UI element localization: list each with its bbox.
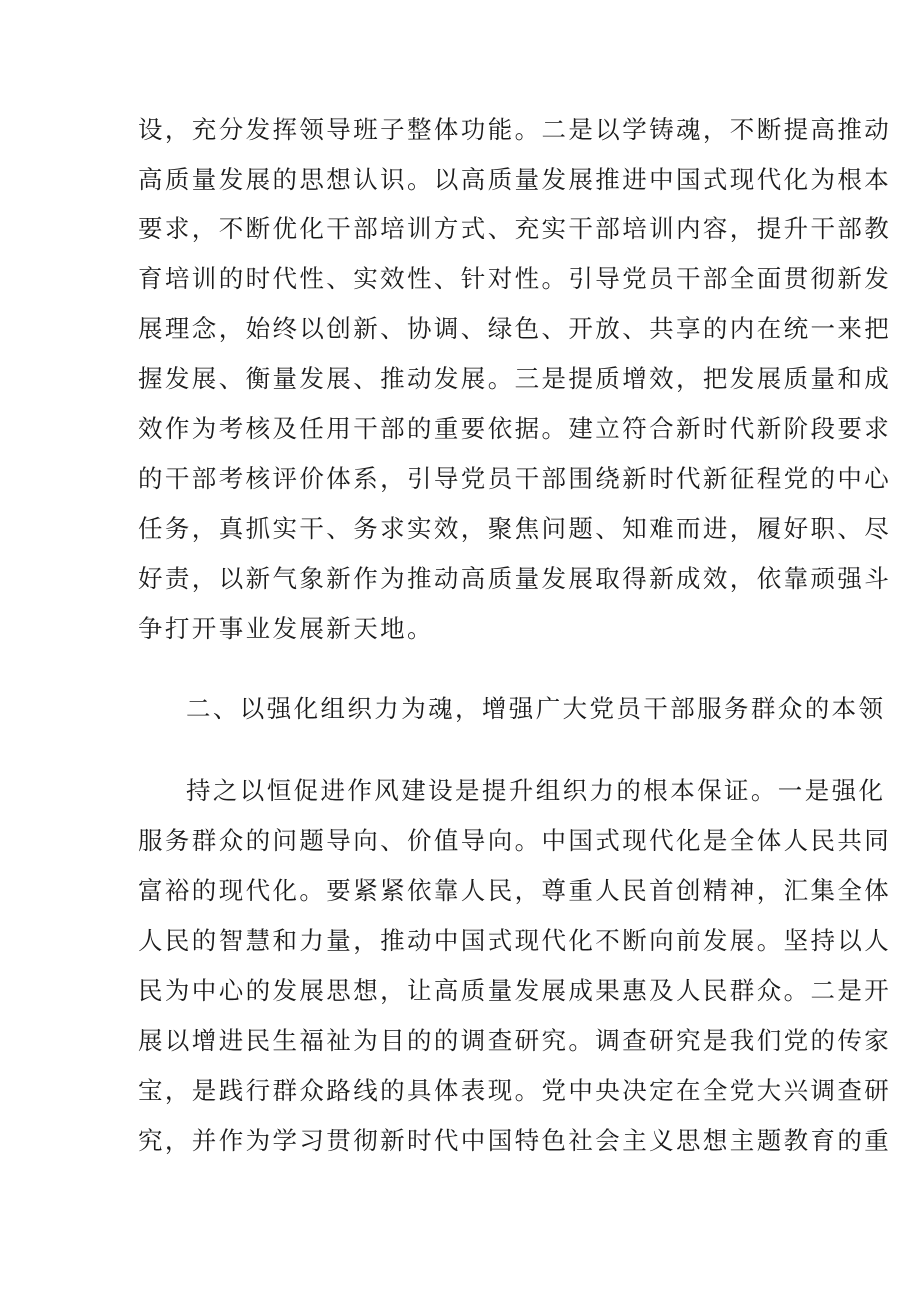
paragraph-2-line-3: 富裕的现代化。要紧紧依靠人民，尊重人民首创精神，汇集全体 [138, 876, 892, 905]
paragraph-1-line-7: 效作为考核及任用干部的重要依据。建立符合新时代新阶段要求 [138, 414, 892, 443]
paragraph-1-line-4: 育培训的时代性、实效性、针对性。引导党员干部全面贯彻新发 [138, 264, 892, 293]
section-heading: 二、以强化组织力为魂，增强广大党员干部服务群众的本领 [186, 694, 886, 723]
paragraph-2-line-1: 持之以恒促进作风建设是提升组织力的根本保证。一是强化 [186, 776, 886, 805]
paragraph-2-line-7: 宝，是践行群众路线的具体表现。党中央决定在全党大兴调查研 [138, 1076, 892, 1105]
paragraph-1-line-3: 要求，不断优化干部培训方式、充实干部培训内容，提升干部教 [138, 214, 892, 243]
paragraph-1-line-9: 任务，真抓实干、务求实效，聚焦问题、知难而进，履好职、尽 [138, 514, 892, 543]
paragraph-1-line-6: 握发展、衡量发展、推动发展。三是提质增效，把发展质量和成 [138, 364, 892, 393]
paragraph-2-line-4: 人民的智慧和力量，推动中国式现代化不断向前发展。坚持以人 [138, 926, 892, 955]
paragraph-1-line-5: 展理念，始终以创新、协调、绿色、开放、共享的内在统一来把 [138, 314, 892, 343]
paragraph-1-line-8: 的干部考核评价体系，引导党员干部围绕新时代新征程党的中心 [138, 464, 892, 493]
paragraph-2-line-6: 展以增进民生福祉为目的的调查研究。调查研究是我们党的传家 [138, 1026, 892, 1055]
paragraph-2-line-2: 服务群众的问题导向、价值导向。中国式现代化是全体人民共同 [138, 826, 892, 855]
paragraph-1-line-10: 好责，以新气象新作为推动高质量发展取得新成效，依靠顽强斗 [138, 564, 892, 593]
paragraph-1-line-11: 争打开事业发展新天地。 [138, 614, 434, 643]
paragraph-1-line-1: 设，充分发挥领导班子整体功能。二是以学铸魂，不断提高推动 [138, 115, 892, 144]
paragraph-2-line-8: 究，并作为学习贯彻新时代中国特色社会主义思想主题教育的重 [138, 1126, 892, 1155]
paragraph-1-line-2: 高质量发展的思想认识。以高质量发展推进中国式现代化为根本 [138, 165, 892, 194]
paragraph-2-line-5: 民为中心的发展思想，让高质量发展成果惠及人民群众。二是开 [138, 976, 892, 1005]
